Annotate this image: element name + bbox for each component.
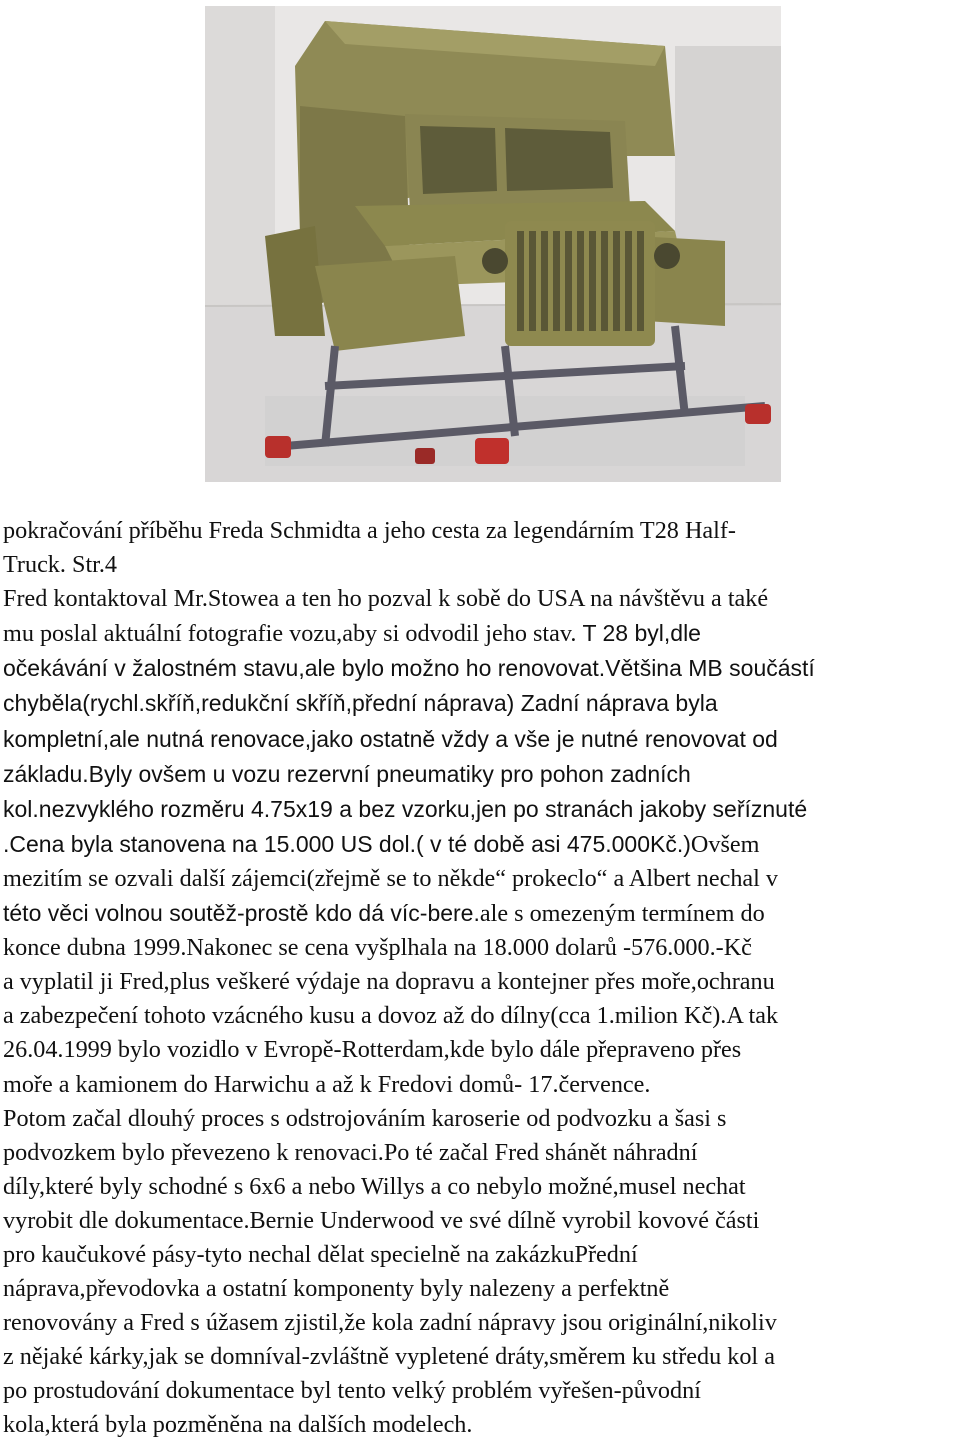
article-line	[3, 1306, 955, 1340]
article-line	[3, 1136, 955, 1170]
restored-jeep-body-photo	[205, 6, 781, 482]
article-text-segment: 26.04.1999 bylo vozidlo v Evropě-Rotterdam,kde bylo dále přepraveno přes	[3, 1036, 742, 1064]
article-line	[3, 1238, 955, 1272]
article-text-segment: Po té začal Fred shánět náhradní	[383, 1138, 698, 1166]
article-text-segment: očekávání v žalostném stavu,ale bylo možno ho renovovat.	[3, 655, 606, 682]
photo-illustration	[205, 6, 781, 482]
article-text-segment: pokračování příběhu Freda Schmidta a jeho cesta za legendárním T28 Half-	[3, 517, 736, 544]
article-text-segment: pro kaučukové pásy-tyto nechal dělat specielně na zakázku	[3, 1240, 575, 1268]
article-text-segment: .Cena byla stanovena na 15.000 US dol.( v té době asi 475.000Kč.)	[3, 830, 691, 857]
article-text-segment: podvozkem bylo převezeno k renovaci.	[3, 1138, 384, 1166]
article-text-segment: chyběla(rychl.skříň,redukční skříň,přední náprava) Zadní náprava byla	[3, 690, 718, 717]
article-line	[3, 1068, 955, 1102]
article-text-segment: mu poslal aktuální fotografie vozu,aby si odvodil jeho stav.	[3, 620, 583, 648]
article-line	[3, 686, 955, 721]
article-line	[3, 931, 955, 965]
article-line	[3, 722, 955, 757]
article-text-segment: moře a kamionem do Harwichu a až k Fredovi domů- 17.července.	[3, 1070, 651, 1098]
article-text-segment: této věci volnou soutěž-prostě kdo dá víc-bere.	[3, 900, 480, 927]
article-text-segment: Přední	[574, 1240, 638, 1268]
article-text-segment: náprava,převodovka a ostatní komponenty byly nalezeny a perfektně	[3, 1275, 670, 1303]
article-text-segment: a vyplatil ji Fred,plus veškeré výdaje na dopravu a kontejner přes moře,ochranu	[3, 968, 775, 996]
article-line	[3, 792, 955, 827]
article-text	[3, 514, 955, 1443]
article-text-segment: Bernie Underwood ve své dílně vyrobil kovové části	[249, 1206, 760, 1234]
article-line	[3, 1374, 955, 1408]
article-text-segment: Byly ovšem u vozu rezervní pneumatiky pro pohon zadních	[88, 760, 691, 787]
article-text-segment: mezitím se ozvali další zájemci(zřejmě se to někde“ prokeclo“ a Albert nechal v	[3, 864, 779, 892]
article-line	[3, 757, 955, 792]
article-line	[3, 1272, 955, 1306]
article-line	[3, 651, 955, 686]
article-line	[3, 548, 955, 582]
article-line	[3, 514, 955, 548]
article-line	[3, 1408, 955, 1442]
article-text-segment: kola,která byla pozměněna na dalších modelech.	[3, 1411, 473, 1439]
article-line	[3, 1340, 955, 1374]
article-line	[3, 1033, 955, 1067]
article-text-segment: ale s omezeným termínem do	[479, 900, 765, 928]
article-text-segment: po prostudování dokumentace byl tento velký problém vyřešen-původní	[3, 1377, 701, 1405]
article-text-segment: kol.nezvyklého rozměru 4.75x19 a bez vzorku,jen po stranách jakoby seříznuté	[3, 795, 808, 822]
article-text-segment: Truck. Str.4	[3, 551, 118, 579]
article-text-segment: základu.	[3, 760, 89, 787]
article-line	[3, 862, 955, 896]
article-text-segment: díly,které byly schodné s 6x6 a nebo Willys a co nebylo možné,musel nechat	[3, 1172, 746, 1200]
article-line	[3, 827, 955, 862]
article-line	[3, 616, 955, 651]
article-text-segment: T 28 byl,dle	[582, 620, 701, 647]
article-text-segment: konce dubna 1999.Nakonec se cena vyšplhala na 18.000 dolarů -576.000.-Kč	[3, 934, 752, 962]
article-text-segment: Fred kontaktoval Mr.Stowea a ten ho pozval k sobě do USA na návštěvu a také	[3, 585, 769, 613]
article-text-segment: Většina MB součástí	[605, 655, 815, 682]
article-line	[3, 582, 955, 616]
article-line	[3, 1170, 955, 1204]
article-text-segment: kompletní,ale nutná renovace,jako ostatně vždy a vše je nutné renovovat od	[3, 725, 778, 752]
article-text-segment: Ovšem	[690, 830, 760, 858]
article-text-segment: vyrobit dle dokumentace.	[3, 1206, 250, 1234]
article-text-segment: z nějaké kárky,jak se domníval-zvláštně vypletené dráty,směrem ku středu kol a	[3, 1343, 775, 1371]
article-text-segment: renovovány a Fred s úžasem zjistil,že kola zadní nápravy jsou originální,nikoliv	[3, 1309, 777, 1337]
article-text-segment: Potom začal dlouhý proces s odstrojováním karoserie od podvozku a šasi s	[3, 1104, 727, 1132]
article-line	[3, 896, 955, 931]
article-line	[3, 965, 955, 999]
article-line	[3, 1102, 955, 1136]
article-line	[3, 999, 955, 1033]
article-text-segment: a zabezpečení tohoto vzácného kusu a dovoz až do dílny(cca 1.milion Kč).A tak	[3, 1002, 779, 1030]
article-line	[3, 1204, 955, 1238]
